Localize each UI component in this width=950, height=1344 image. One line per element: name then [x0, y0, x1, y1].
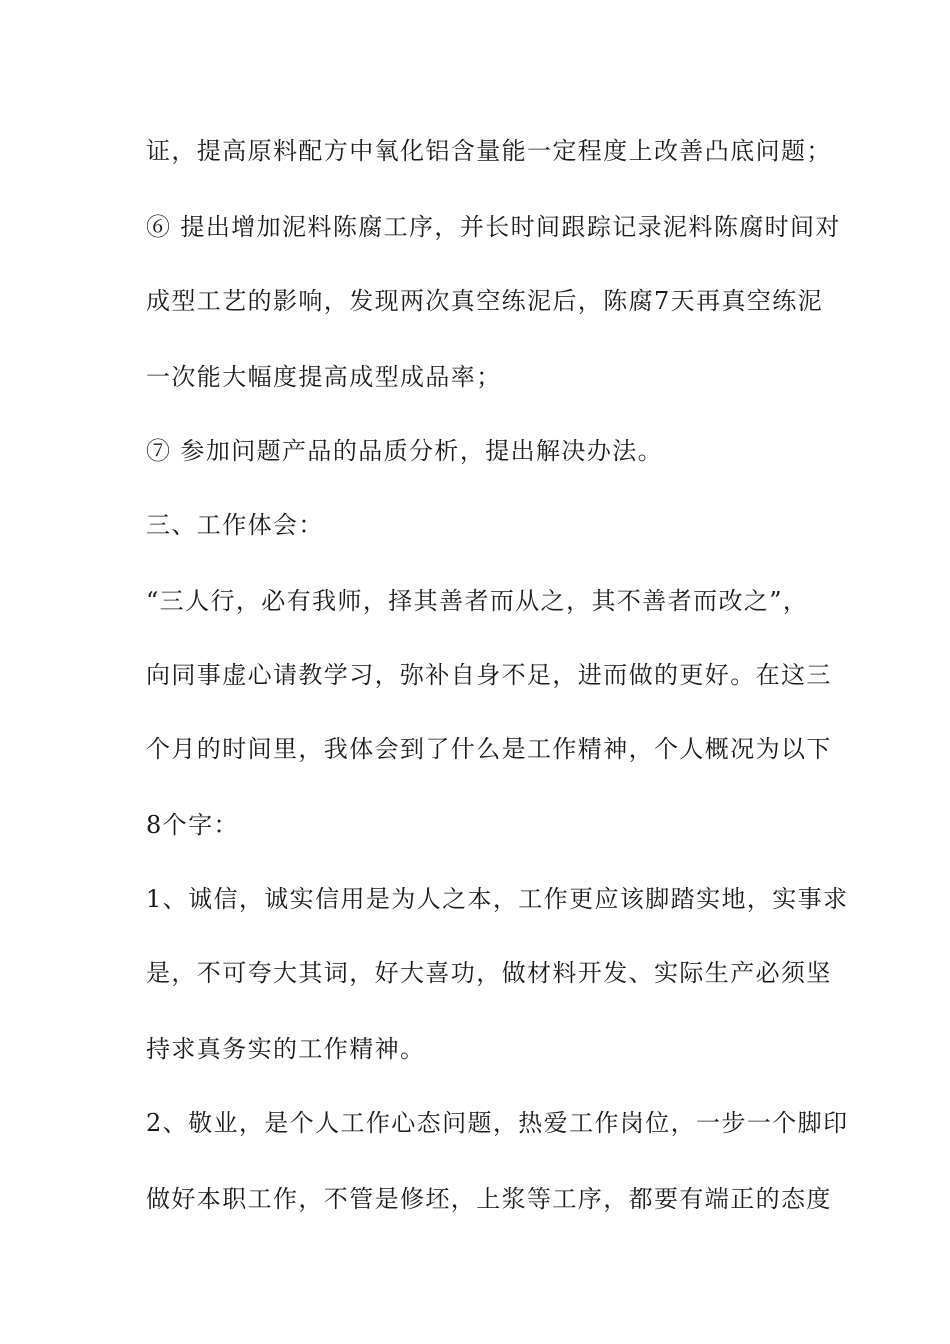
text-line: 是，不可夸大其词，好大喜功，做材料开发、实际生产必须坚: [146, 959, 832, 987]
text-line: ⑥ 提出增加泥料陈腐工序，并长时间跟踪记录泥料陈腐时间对: [146, 213, 841, 241]
text-line: ⑦ 参加问题产品的品质分析，提出解决办法。: [146, 437, 664, 465]
text-line: 一次能大幅度提高成型成品率；: [146, 363, 502, 391]
text-line: “三人行，必有我师，择其善者而从之，其不善者而改之”，: [146, 587, 809, 615]
text-line: 证，提高原料配方中氧化铝含量能一定程度上改善凸底问题；: [146, 137, 832, 165]
text-line: 做好本职工作，不管是修坯，上浆等工序，都要有端正的态度: [146, 1185, 832, 1213]
text-line: 8个字：: [146, 811, 239, 839]
text-line: 成型工艺的影响，发现两次真空练泥后，陈腐7天再真空练泥: [146, 287, 824, 315]
text-line: 持求真务实的工作精神。: [146, 1035, 426, 1063]
section-heading: 三、工作体会：: [146, 511, 324, 539]
text-line: 1、诚信，诚实信用是为人之本，工作更应该脚踏实地，实事求: [146, 885, 849, 913]
text-line: 2、敬业，是个人工作心态问题，热爱工作岗位，一步一个脚印: [146, 1109, 849, 1137]
text-line: 向同事虚心请教学习，弥补自身不足，进而做的更好。在这三: [146, 661, 832, 689]
text-line: 个月的时间里，我体会到了什么是工作精神，个人概况为以下: [146, 735, 832, 763]
